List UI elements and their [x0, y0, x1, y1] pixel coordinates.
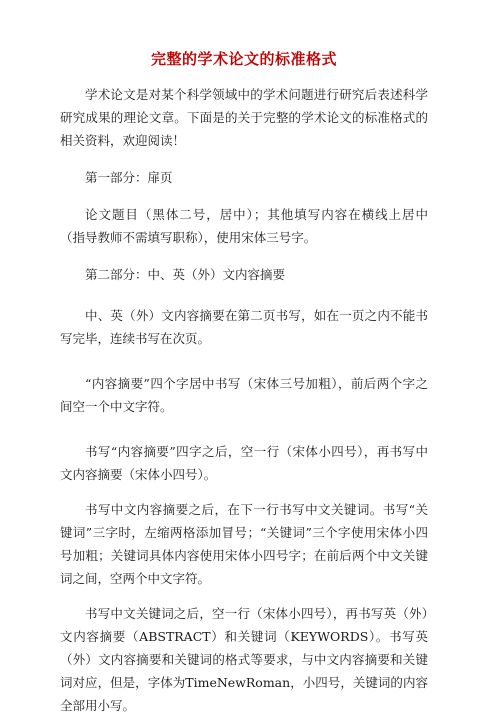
intro-paragraph: 学术论文是对某个科学领域中的学术问题进行研究后表述科学研究成果的理论文章。下面是的关于完整的学术论文的标准格式的相关资料，欢迎阅读！: [60, 87, 428, 148]
body-paragraph: 书写中文关键词之后，空一行（宋体小四号），再书写英（外）文内容摘要（ABSTRACT）和关键词（KEYWORDS）。书写英（外）文内容摘要和关键词的格式等要求，与中文内容摘要和关键词对应，但是，字体为TimeNewRoman，小四号，关键词的内容全部用小写。: [60, 606, 428, 713]
body-paragraph: 书写中文内容摘要之后，在下一行书写中文关键词。书写“关键词”三字时，左缩两格添加冒号；“关键词”三个字使用宋体小四号加粗；关键词具体内容使用宋体小四号字；在前后两个中文关键词之间，空两个中文字符。: [60, 502, 428, 586]
body-paragraph: 书写“内容摘要”四字之后，空一行（宋体小四号），再书写中文内容摘要（宋体小四号）。: [60, 444, 428, 482]
page-title: 完整的学术论文的标准格式: [150, 50, 337, 68]
body-paragraph: 中、英（外）文内容摘要在第二页书写，如在一页之内不能书写完毕，连续书写在次页。: [60, 308, 428, 346]
section-heading-part-two: 第二部分：中、英（外）文内容摘要: [85, 267, 286, 282]
body-paragraph: 论文题目（黑体二号，居中）；其他填写内容在横线上居中（指导教师不需填写职称），使用宋体三号字。: [60, 207, 428, 245]
body-paragraph: “内容摘要”四个字居中书写（宋体三号加粗），前后两个字之间空一个中文字符。: [60, 376, 428, 414]
section-heading-part-one: 第一部分：扉页: [85, 170, 173, 185]
